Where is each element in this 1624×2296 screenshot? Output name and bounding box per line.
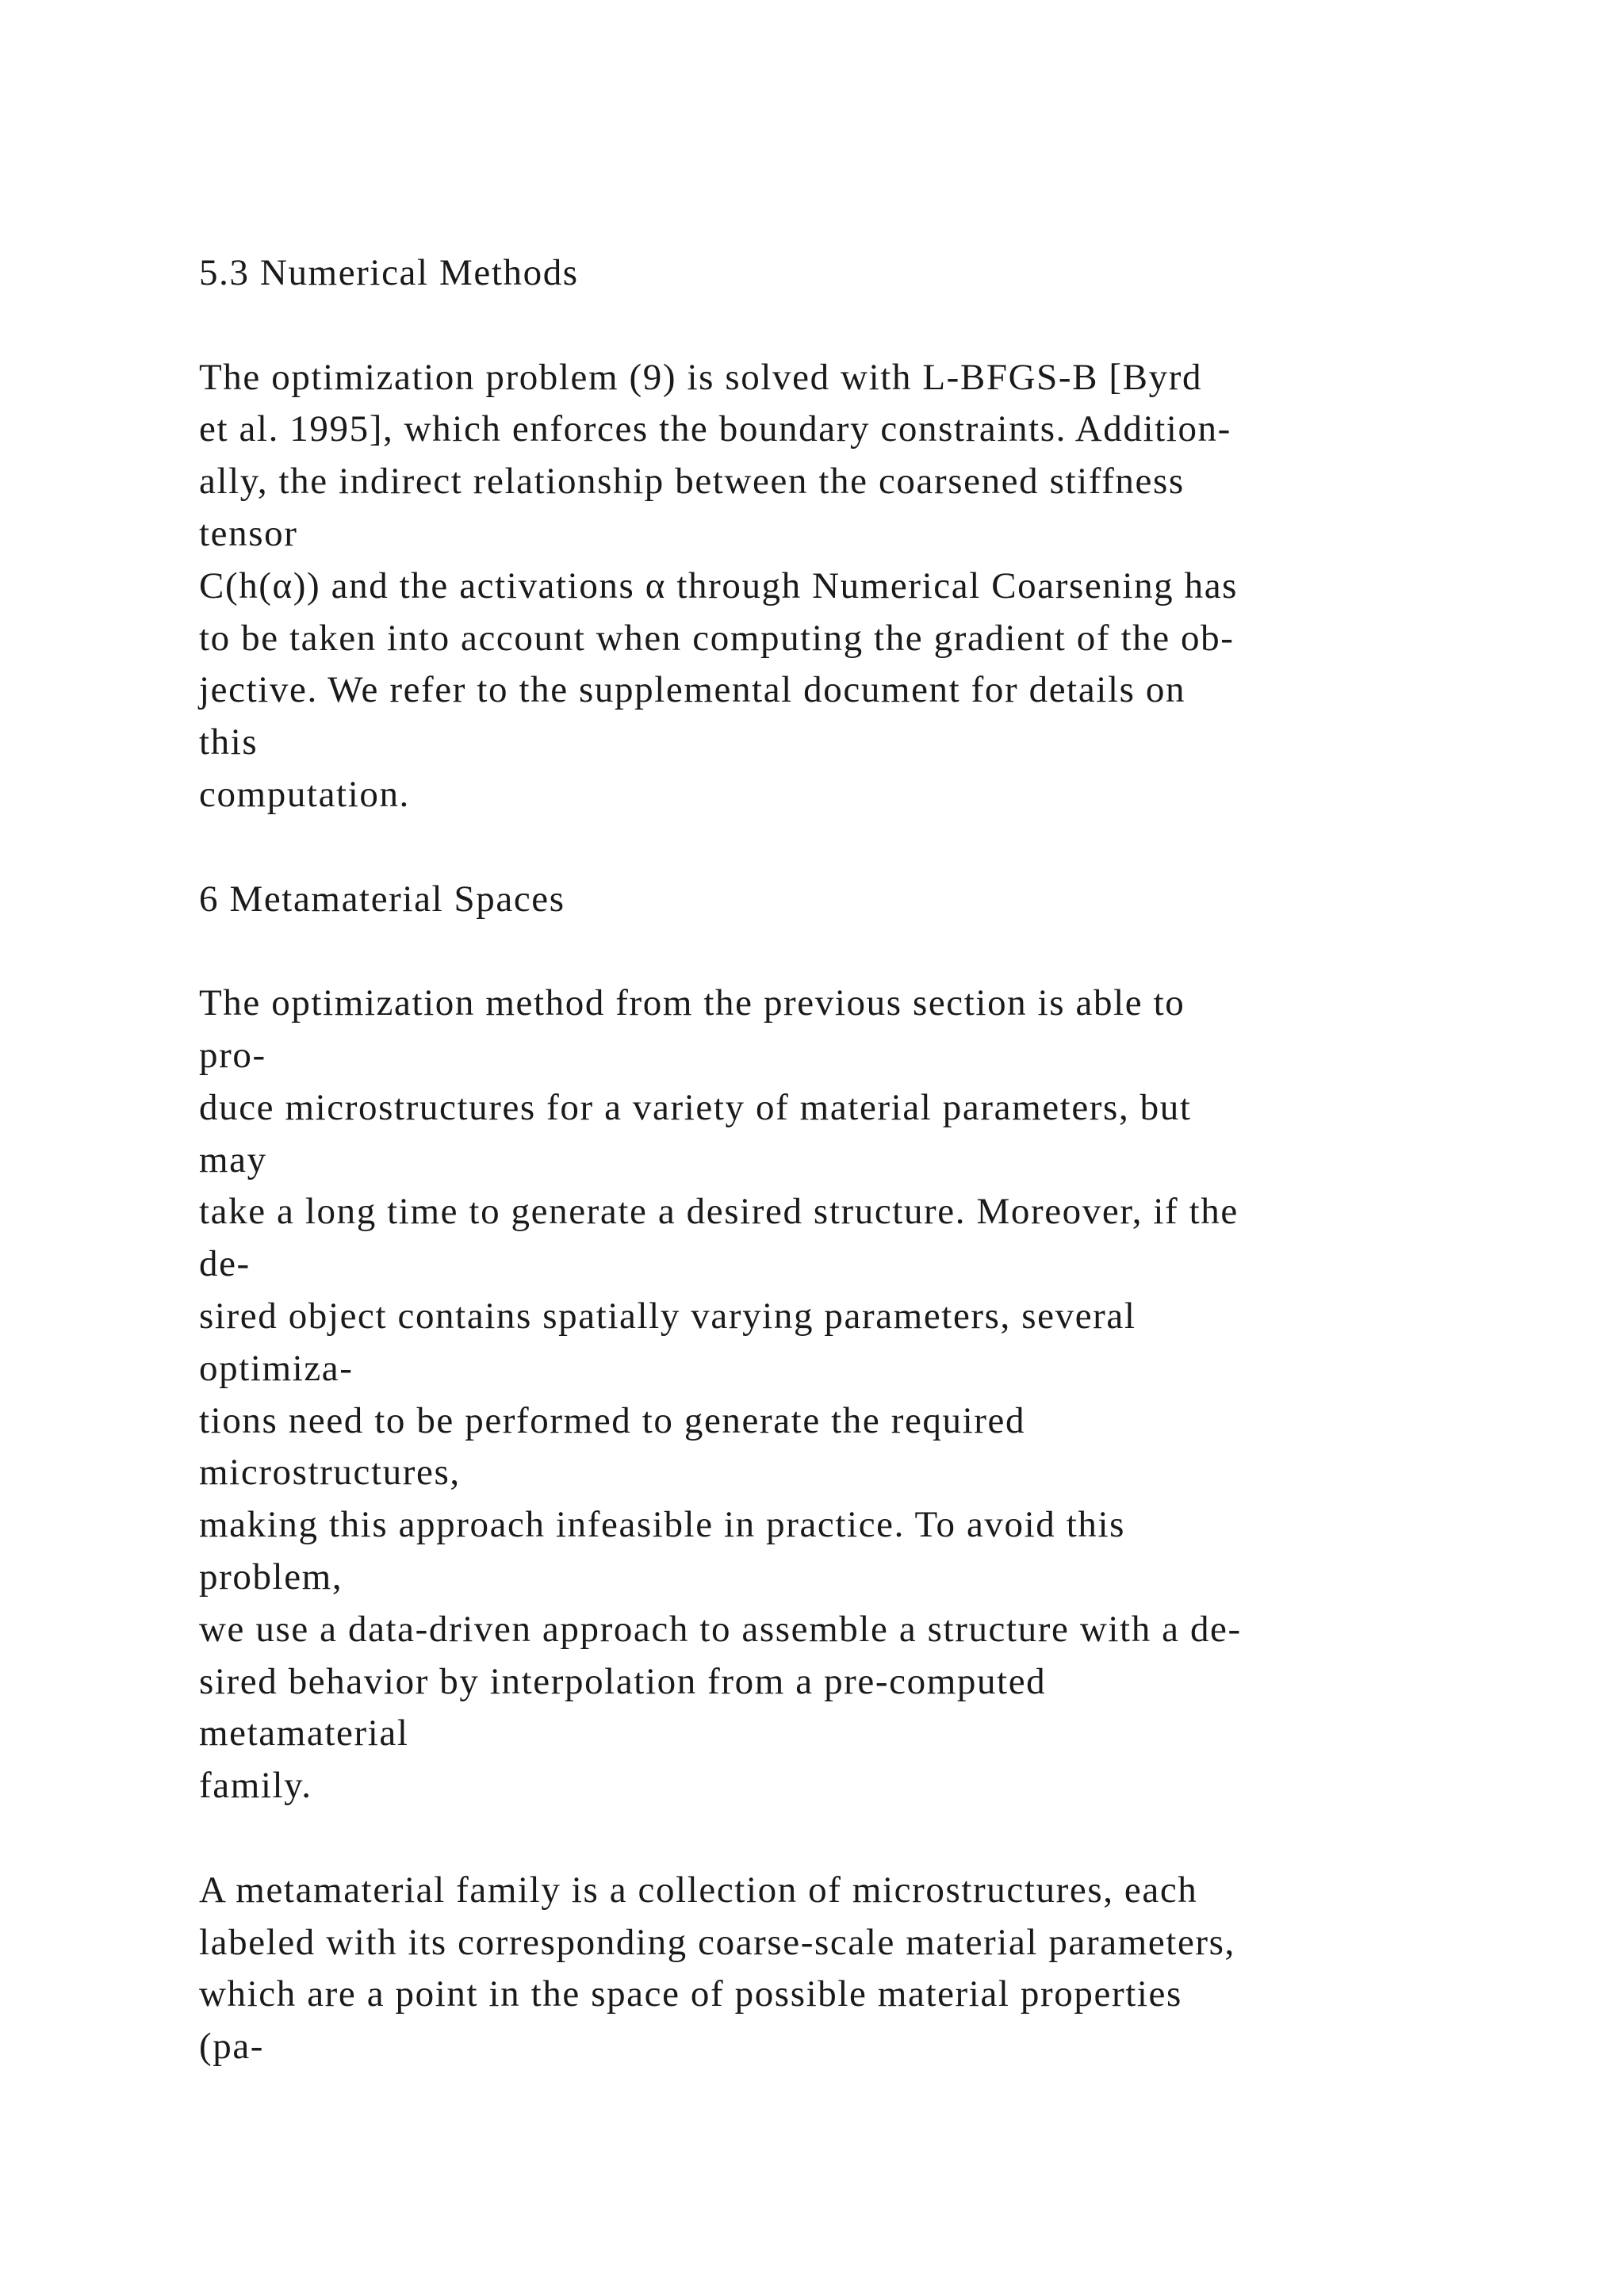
text-line: making this approach infeasible in practice. To avoid this (199, 1504, 1126, 1546)
text-line: tensor (199, 512, 298, 554)
section-heading: 6 Metamaterial Spaces (199, 878, 565, 920)
text-line: metamaterial (199, 1712, 409, 1755)
text-line: family. (199, 1765, 312, 1807)
document-body (199, 247, 1484, 2073)
text-line: computation. (199, 773, 410, 815)
section-heading: 5.3 Numerical Methods (199, 252, 579, 293)
text-line: optimiza- (199, 1347, 354, 1389)
text-line: to be taken into account when computing the gradient of the ob- (199, 617, 1235, 659)
text-line: microstructures, (199, 1452, 461, 1494)
paragraph-gap (199, 925, 1484, 978)
text-line: C(h(α)) and the activations α through Numerical Coarsening has (199, 564, 1239, 607)
paragraph-gap (199, 1812, 1484, 1865)
text-line: ally, the indirect relationship between the coarsened stiffness (199, 461, 1185, 503)
text-line: labeled with its corresponding coarse-scale material parameters, (199, 1921, 1235, 1963)
text-line: jective. We refer to the supplemental document for details on (199, 669, 1186, 711)
text-line: problem, (199, 1556, 343, 1598)
text-line: sired object contains spatially varying parameters, several (199, 1295, 1136, 1337)
paragraph-gap (199, 821, 1484, 874)
text-line: we use a data-driven approach to assemble a structure with a de- (199, 1608, 1242, 1650)
text-line: sired behavior by interpolation from a pre-computed (199, 1660, 1047, 1702)
text-line: pro- (199, 1034, 266, 1076)
text-line: may (199, 1138, 267, 1181)
paragraph-gap (199, 300, 1484, 352)
text-line: The optimization method from the previous section is able to (199, 982, 1185, 1024)
text-line: et al. 1995], which enforces the boundary constraints. Addition- (199, 408, 1231, 450)
text-line: take a long time to generate a desired structure. Moreover, if the (199, 1191, 1239, 1233)
text-line: which are a point in the space of possible material properties (199, 1973, 1182, 2015)
text-line: duce microstructures for a variety of material parameters, but (199, 1086, 1192, 1128)
text-line: de- (199, 1243, 251, 1285)
text-line: The optimization problem (9) is solved with L-BFGS-B [Byrd (199, 356, 1203, 398)
paragraph (199, 352, 1484, 821)
text-line: (pa- (199, 2026, 265, 2068)
text-line: this (199, 721, 259, 763)
text-line: tions need to be performed to generate the required (199, 1399, 1026, 1441)
paragraph (199, 1865, 1484, 2073)
paragraph (199, 978, 1484, 1812)
text-line: A metamaterial family is a collection of microstructures, each (199, 1869, 1198, 1911)
